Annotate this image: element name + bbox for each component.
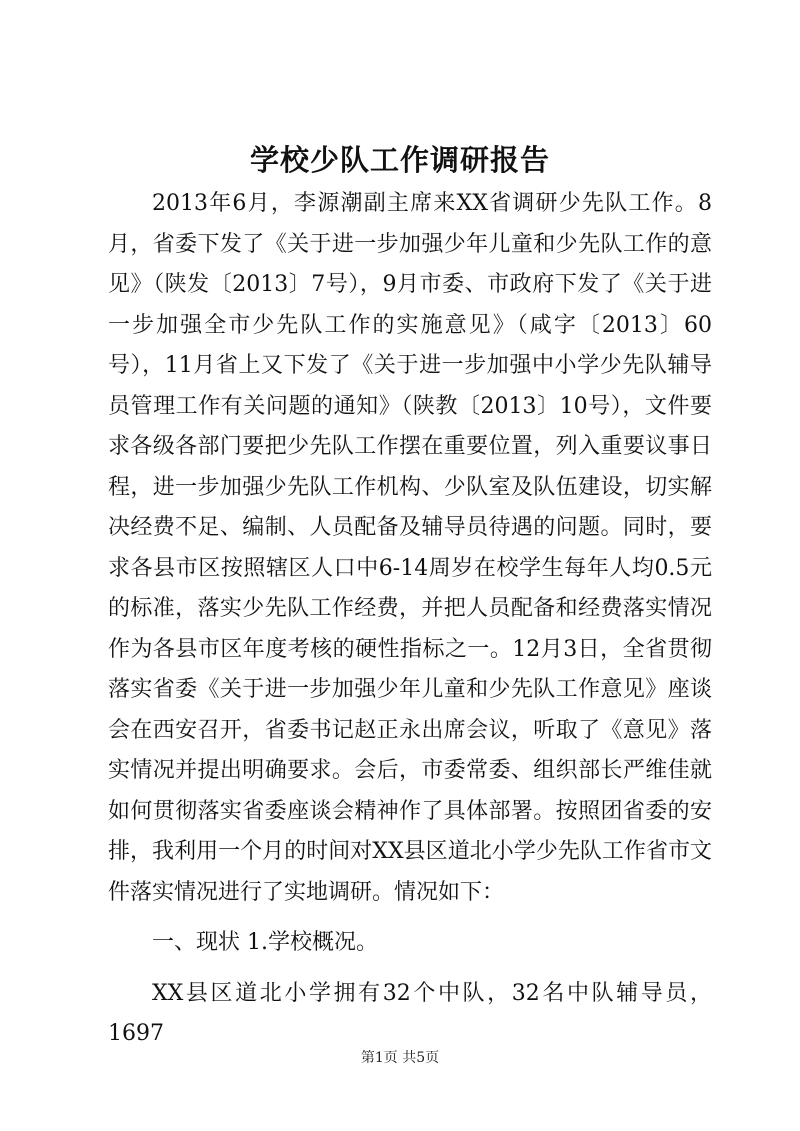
paragraph-school-overview: XX县区道北小学拥有32个中队，32名中队辅导员，1697 — [108, 980, 712, 1046]
paragraph-intro: 2013年6月，李源潮副主席来XX省调研少先队工作。8月，省委下发了《关于进一步加强少年儿童和少先队工作的意见》（陕发〔2013〕7号），9月市委、市政府下发了《关于进一步加强全市少先队工作的实施意见》（咸字〔2013〕60号），11月省上又下发了《关于进一步加强中小学少先队辅导员管理工作有关问题的通知》（陕教〔2013〕10号），文件要求各级各部门要把少先队工作摆在重要位置，列入重要议事日程，进一步加强少先队工作机构、少队室及队伍建设，切实解决经费不足、编制、人员配备及辅导员待遇的问题。同时，要求各县市区按照辖区人口中6-14周岁在校学生每年人均0.5元的标准，落实少先队工作经费，并把人员配备和经费落实情况作为各县市区年度考核的硬性指标之一。12月3日，全省贯彻落实省委《关于进一步加强少年儿童和少先队工作意见》座谈会在西安召开，省委书记赵正永出席会议，听取了《意见》落实情况并提出明确要求。会后，市委常委、组织部长严维佳就如何贯彻落实省委座谈会精神作了具体部署。按照团省委的安排，我利用一个月的时间对XX县区道北小学少先队工作省市文件落实情况进行了实地调研。情况如下： — [108, 191, 712, 905]
page-title: 学校少队工作调研报告 — [249, 143, 550, 177]
paragraph-section-heading: 一、现状 1.学校概况。 — [152, 930, 378, 955]
document-body — [108, 184, 712, 1055]
page-number-footer: 第1页 共5页 — [360, 1050, 440, 1066]
